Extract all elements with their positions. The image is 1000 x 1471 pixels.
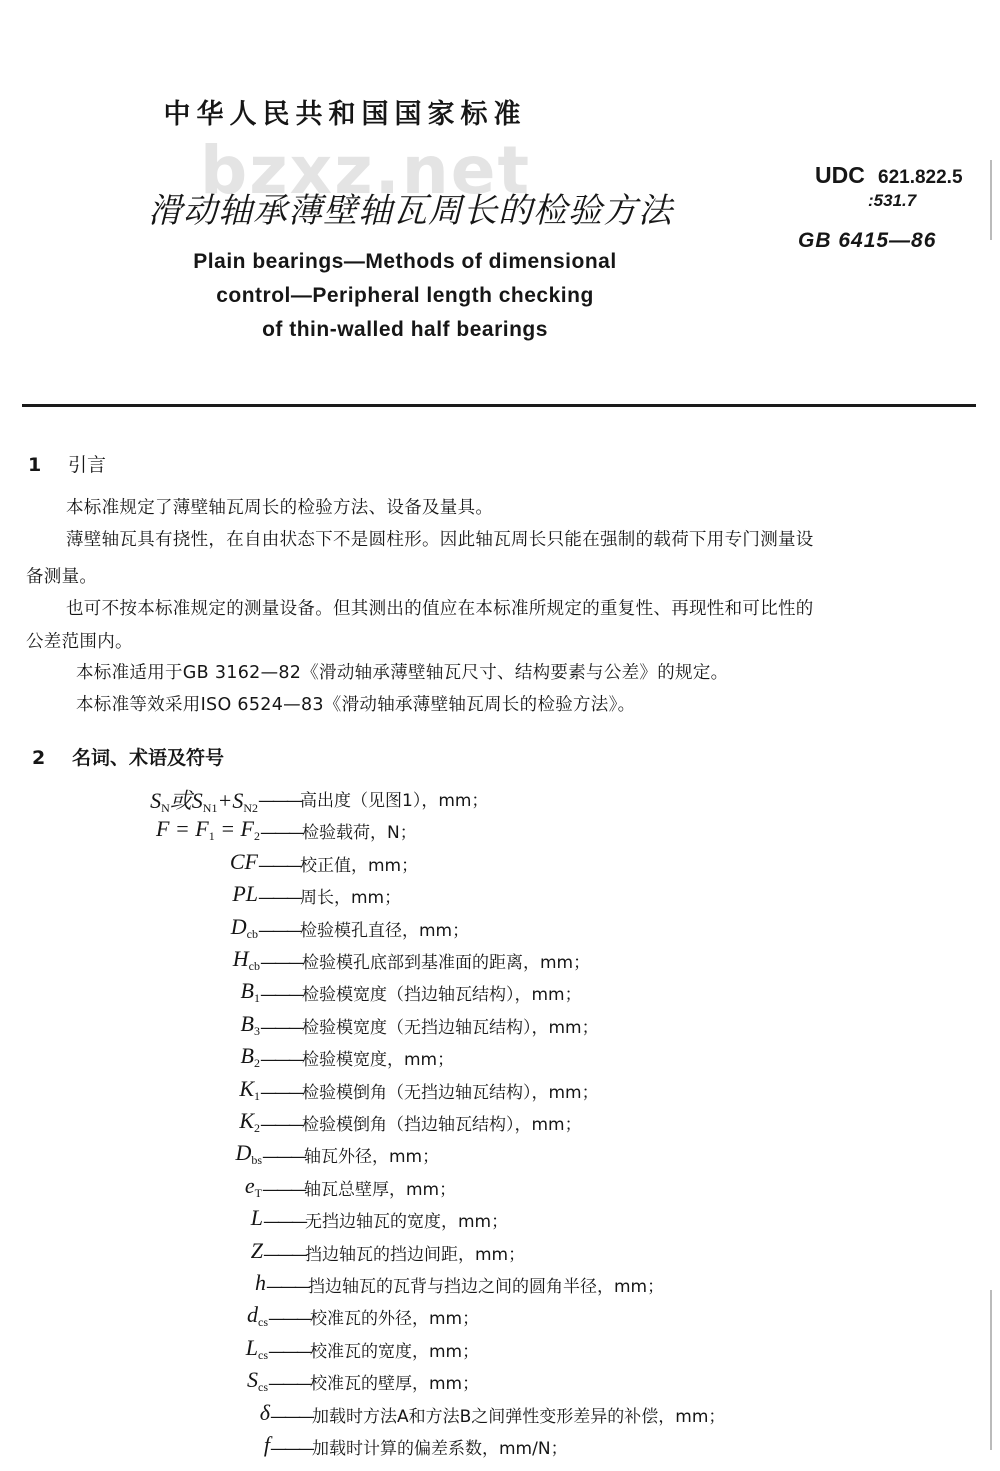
definition-symbol: $B_1$ bbox=[240, 978, 260, 1006]
paragraph: 薄壁轴瓦具有挠性，在自由状态下不是圆柱形。因此轴瓦周长只能在强制的载荷下用专门测量设 bbox=[66, 530, 814, 550]
paragraph: 也可不按本标准规定的测量设备。但其测出的值应在本标准所规定的重复性、再现性和可比性的 bbox=[66, 599, 814, 619]
document-title-cn: 滑动轴承薄壁轴瓦周长的检验方法 bbox=[148, 191, 673, 231]
definition-text: ———加载时方法A和方法B之间弹性变形差异的补偿，mm； bbox=[270, 1406, 726, 1427]
definition-text: ———高出度（见图1），mm； bbox=[258, 791, 489, 811]
definition-symbol: δ bbox=[259, 1399, 270, 1425]
definition-text: ———校准瓦的外径，mm； bbox=[268, 1309, 480, 1330]
definition-symbol: CF bbox=[229, 848, 258, 874]
definition-text: ———检验模倒角（无挡边轴瓦结构），mm； bbox=[260, 1082, 599, 1103]
scan-edge-mark bbox=[990, 1290, 992, 1450]
definition-symbol: $B_2$ bbox=[240, 1043, 260, 1071]
definition-text: ———加载时计算的偏差系数，mm/N； bbox=[270, 1439, 568, 1459]
paragraph-continuation: 公差范围内。 bbox=[26, 632, 133, 652]
watermark: bzxz.net bbox=[200, 132, 532, 209]
document-title-en-line-2: control—Peripheral length checking bbox=[216, 284, 594, 307]
definition-symbol: $L_{cs}$ bbox=[245, 1334, 268, 1362]
definition-symbol: $D_{bs}$ bbox=[235, 1140, 262, 1168]
definition-symbol: $d_{cs}$ bbox=[247, 1302, 268, 1330]
definition-symbol: $B_3$ bbox=[240, 1010, 260, 1038]
definition-symbol: $S_N$或$S_{N1}+S_{N2}$ bbox=[150, 788, 258, 815]
definition-symbol: h bbox=[255, 1270, 266, 1295]
definition-text: ———轴瓦外径，mm； bbox=[262, 1147, 440, 1168]
document-title-en-line-1: Plain bearings—Methods of dimensional bbox=[193, 250, 617, 273]
udc-label: UDC bbox=[815, 162, 865, 188]
udc-value-secondary: :531.7 bbox=[868, 191, 917, 210]
definition-text: ———检验模孔底部到基准面的距离，mm； bbox=[260, 953, 591, 973]
national-standard-heading: 中华人民共和国国家标准 bbox=[163, 99, 527, 130]
definition-symbol: $S_{cs}$ bbox=[247, 1367, 268, 1395]
definition-text: ———挡边轴瓦的挡边间距，mm； bbox=[263, 1244, 526, 1265]
definition-symbol: $D_{cb}$ bbox=[230, 913, 258, 941]
paragraph: 本标准适用于GB 3162—82《滑动轴承薄壁轴瓦尺寸、结构要素与公差》的规定。 bbox=[76, 663, 729, 683]
section-1-number: 1 bbox=[28, 454, 42, 476]
definition-text: ———校正值，mm； bbox=[258, 855, 419, 876]
definition-text: ———检验模孔直径，mm； bbox=[258, 920, 470, 941]
definition-symbol: $F = F_1 = F_2$ bbox=[155, 816, 260, 844]
definition-text: ———检验模宽度（无挡边轴瓦结构），mm； bbox=[260, 1017, 599, 1038]
paragraph-continuation: 备测量。 bbox=[26, 567, 98, 587]
definition-symbol: $e_T$ bbox=[244, 1172, 262, 1200]
definition-text: ———校准瓦的宽度，mm； bbox=[268, 1341, 480, 1362]
definition-text: ———周长，mm； bbox=[258, 888, 402, 909]
definition-symbol: $K_2$ bbox=[239, 1108, 260, 1135]
section-2-heading bbox=[32, 743, 224, 770]
definition-text: ———挡边轴瓦的瓦背与挡边之间的圆角半径，mm； bbox=[266, 1277, 665, 1297]
definition-symbol: f bbox=[263, 1432, 270, 1457]
definition-text: ———轴瓦总壁厚，mm； bbox=[262, 1179, 457, 1200]
definition-text: ———检验模倒角（挡边轴瓦结构），mm； bbox=[260, 1115, 582, 1135]
gb-number: GB 6415—86 bbox=[798, 229, 937, 252]
definition-symbol: PL bbox=[232, 881, 258, 907]
scan-edge-mark bbox=[990, 160, 992, 240]
definition-text: ———检验载荷，N； bbox=[260, 823, 417, 844]
definition-text: ———检验模宽度（挡边轴瓦结构），mm； bbox=[260, 985, 582, 1006]
udc-value: 621.822.5 bbox=[878, 167, 963, 188]
definition-text: ———校准瓦的壁厚，mm； bbox=[268, 1374, 480, 1395]
document-title-en-line-3: of thin-walled half bearings bbox=[262, 318, 548, 341]
section-2-title: 名词、术语及符号 bbox=[72, 747, 225, 769]
definition-symbol: $H_{cb}$ bbox=[232, 946, 260, 973]
paragraph: 本标准规定了薄壁轴瓦周长的检验方法、设备及量具。 bbox=[66, 498, 494, 518]
paragraph: 本标准等效采用ISO 6524—83《滑动轴承薄壁轴瓦周长的检验方法》。 bbox=[76, 695, 636, 715]
definition-symbol: Z bbox=[250, 1237, 263, 1263]
definition-symbol: L bbox=[250, 1205, 263, 1231]
section-2-number: 2 bbox=[32, 747, 46, 769]
definition-symbol: $K_1$ bbox=[239, 1075, 260, 1103]
section-1-title: 引言 bbox=[68, 454, 107, 476]
header-divider bbox=[22, 404, 976, 407]
definition-text: ———检验模宽度，mm； bbox=[260, 1050, 455, 1071]
section-1-heading bbox=[28, 450, 106, 477]
definition-text: ———无挡边轴瓦的宽度，mm； bbox=[263, 1212, 509, 1233]
